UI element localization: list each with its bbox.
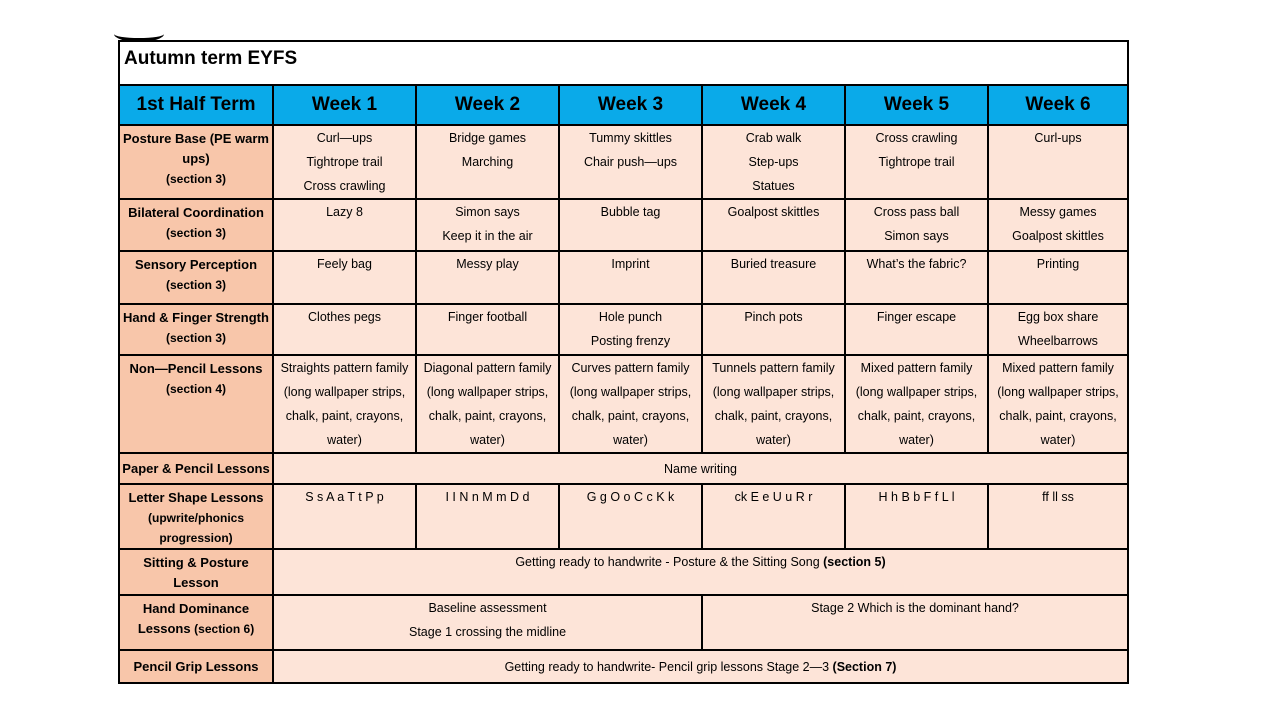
cell-hand-finger-w1: Clothes pegs	[273, 304, 416, 355]
cell-sensory-w6: Printing	[988, 251, 1128, 304]
cell-non-pencil-w2: Diagonal pattern family (long wallpaper strips, chalk, paint, crayons, water)	[416, 355, 559, 453]
cell-posture-w2: Bridge games Marching	[416, 125, 559, 199]
cell-dominance-stage1: Baseline assessment Stage 1 crossing the midline	[273, 595, 702, 650]
row-label-sitting: Sitting & Posture Lesson	[119, 549, 273, 595]
cell-posture-w1: Curl—ups Tightrope trail Cross crawling	[273, 125, 416, 199]
header-week-3: Week 3	[559, 85, 702, 125]
header-week-5: Week 5	[845, 85, 988, 125]
cell-posture-w3: Tummy skittles Chair push—ups	[559, 125, 702, 199]
table-row	[119, 355, 1128, 453]
cell-bilateral-w2: Simon says Keep it in the air	[416, 199, 559, 251]
cell-posture-w6: Curl-ups	[988, 125, 1128, 199]
row-label-hand-finger: Hand & Finger Strength (section 3)	[119, 304, 273, 355]
header-week-4: Week 4	[702, 85, 845, 125]
row-label-grip: Pencil Grip Lessons	[119, 650, 273, 683]
cell-non-pencil-w1: Straights pattern family (long wallpaper strips, chalk, paint, crayons, water)	[273, 355, 416, 453]
table-row	[119, 650, 1128, 683]
cell-hand-finger-w2: Finger football	[416, 304, 559, 355]
table-row	[119, 549, 1128, 595]
row-label-non-pencil: Non—Pencil Lessons (section 4)	[119, 355, 273, 453]
cell-sensory-w3: Imprint	[559, 251, 702, 304]
page-title: Autumn term EYFS	[124, 48, 298, 69]
cell-hand-finger-w4: Pinch pots	[702, 304, 845, 355]
cell-sensory-w1: Feely bag	[273, 251, 416, 304]
cell-bilateral-w5: Cross pass ball Simon says	[845, 199, 988, 251]
row-label-letter-shape: Letter Shape Lessons (upwrite/phonics progression)	[119, 484, 273, 549]
table-row	[119, 304, 1128, 355]
cell-bilateral-w1: Lazy 8	[273, 199, 416, 251]
cell-hand-finger-w3: Hole punch Posting frenzy	[559, 304, 702, 355]
cell-paper-pencil: Name writing	[273, 453, 1128, 484]
title-bar	[118, 40, 1129, 84]
cell-letter-shape-w2: I I N n M m D d	[416, 484, 559, 549]
table-row	[119, 125, 1128, 199]
cell-grip	[273, 650, 1128, 683]
table-row	[119, 251, 1128, 304]
cell-dominance-stage2: Stage 2 Which is the dominant hand?	[702, 595, 1128, 650]
row-label-paper-pencil: Paper & Pencil Lessons	[119, 453, 273, 484]
table-row	[119, 453, 1128, 484]
row-label-bilateral: Bilateral Coordination (section 3)	[119, 199, 273, 251]
cell-letter-shape-w1: S s A a T t P p	[273, 484, 416, 549]
sitting-section: (section 5)	[823, 555, 886, 569]
cell-non-pencil-w6: Mixed pattern family (long wallpaper strips, chalk, paint, crayons, water)	[988, 355, 1128, 453]
header-week-6: Week 6	[988, 85, 1128, 125]
cell-bilateral-w6: Messy games Goalpost skittles	[988, 199, 1128, 251]
cell-letter-shape-w6: ff ll ss	[988, 484, 1128, 549]
cell-letter-shape-w4: ck E e U u R r	[702, 484, 845, 549]
term-plan-table	[118, 84, 1129, 684]
cell-non-pencil-w5: Mixed pattern family (long wallpaper strips, chalk, paint, crayons, water)	[845, 355, 988, 453]
cell-hand-finger-w5: Finger escape	[845, 304, 988, 355]
cell-posture-w5: Cross crawling Tightrope trail	[845, 125, 988, 199]
cell-letter-shape-w3: G g O o C c K k	[559, 484, 702, 549]
table-row	[119, 199, 1128, 251]
header-term-label: 1st Half Term	[119, 85, 273, 125]
cell-sitting	[273, 549, 1128, 595]
cell-sensory-w2: Messy play	[416, 251, 559, 304]
header-week-2: Week 2	[416, 85, 559, 125]
cell-sensory-w4: Buried treasure	[702, 251, 845, 304]
row-label-posture: Posture Base (PE warm ups) (section 3)	[119, 125, 273, 199]
cell-hand-finger-w6: Egg box share Wheelbarrows	[988, 304, 1128, 355]
table-row	[119, 484, 1128, 549]
header-row	[119, 85, 1128, 125]
cell-bilateral-w3: Bubble tag	[559, 199, 702, 251]
row-label-sensory: Sensory Perception (section 3)	[119, 251, 273, 304]
cell-sensory-w5: What’s the fabric?	[845, 251, 988, 304]
header-week-1: Week 1	[273, 85, 416, 125]
cell-non-pencil-w3: Curves pattern family (long wallpaper strips, chalk, paint, crayons, water)	[559, 355, 702, 453]
cell-letter-shape-w5: H h B b F f L l	[845, 484, 988, 549]
cell-non-pencil-w4: Tunnels pattern family (long wallpaper strips, chalk, paint, crayons, water)	[702, 355, 845, 453]
row-label-dominance: Hand Dominance Lessons (section 6)	[119, 595, 273, 650]
cell-bilateral-w4: Goalpost skittles	[702, 199, 845, 251]
sitting-text: Getting ready to handwrite - Posture & the Sitting Song	[515, 555, 824, 569]
cell-posture-w4: Crab walk Step-ups Statues	[702, 125, 845, 199]
grip-section: (Section 7)	[832, 659, 897, 674]
table-row	[119, 595, 1128, 650]
grip-text: Getting ready to handwrite- Pencil grip lessons Stage 2—3	[504, 659, 833, 674]
